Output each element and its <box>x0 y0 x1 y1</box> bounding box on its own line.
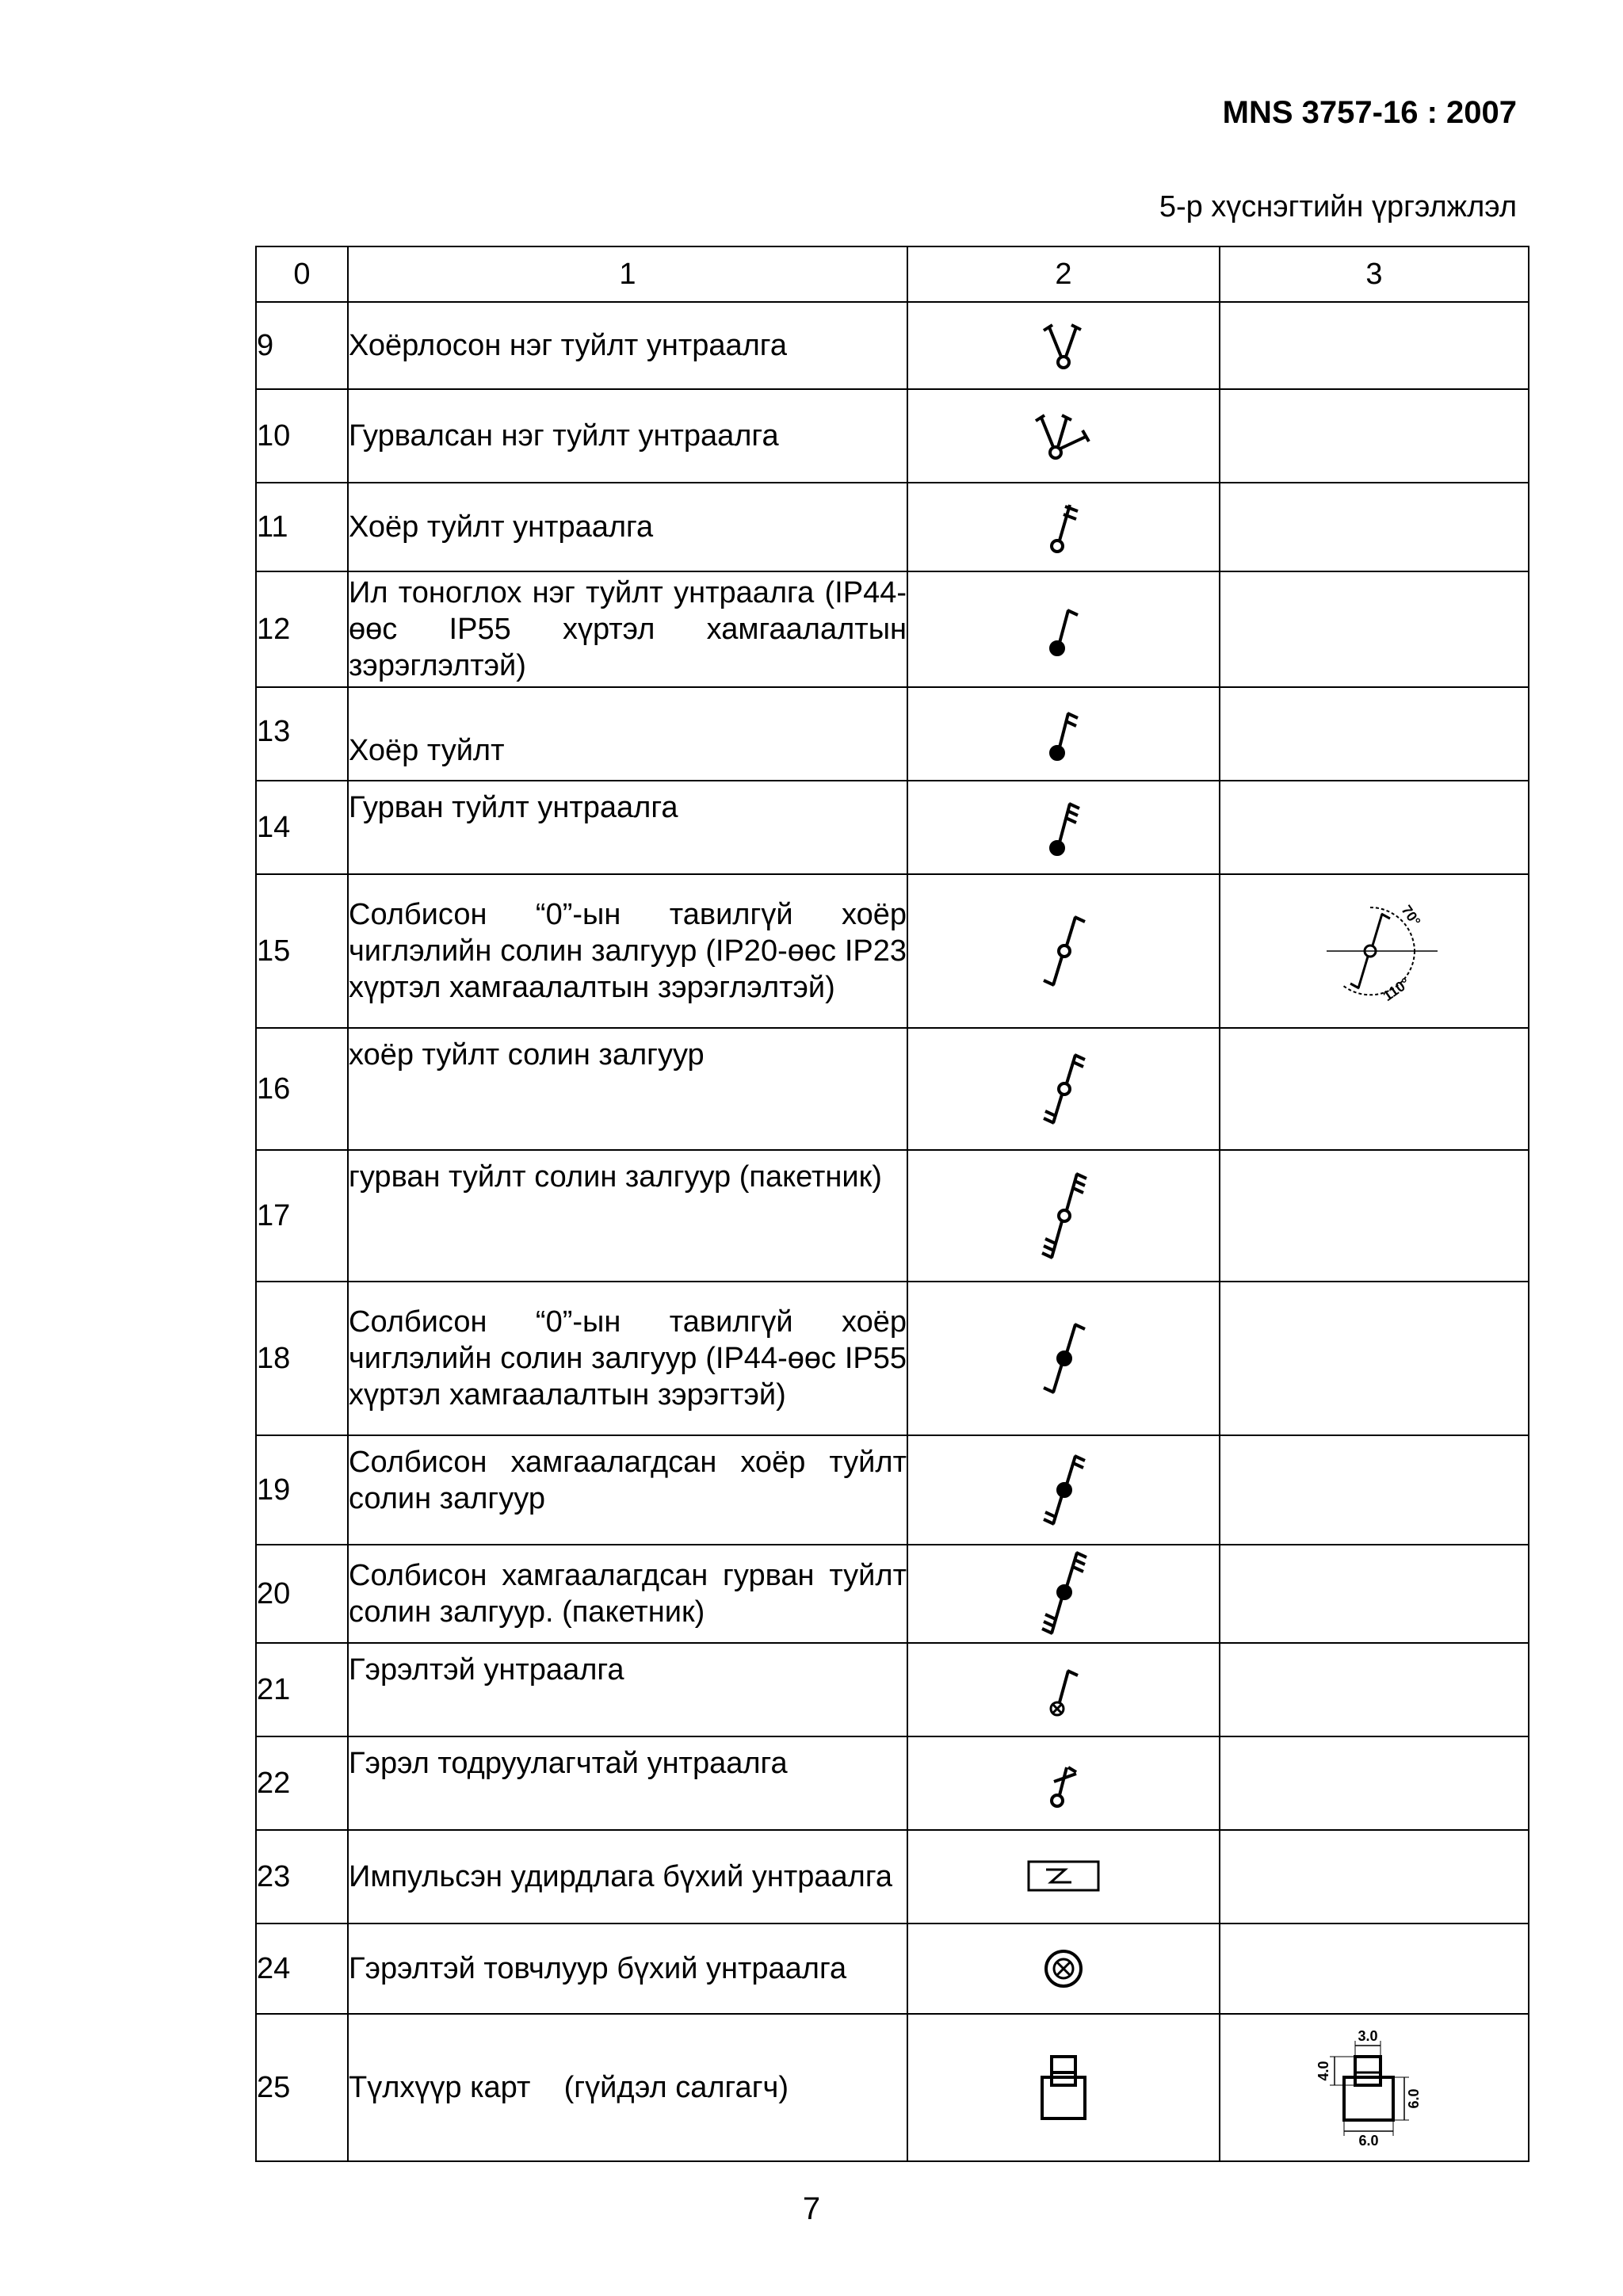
dimension-bottom-label: 6.0 <box>1358 2133 1379 2147</box>
row-description: Гэрэлтэй товчлуур бүхий унтраалга <box>348 1924 907 2014</box>
illuminated-switch-icon <box>1040 1660 1087 1720</box>
row-description: Гэрэлтэй унтраалга <box>348 1643 907 1736</box>
row-description: Солбисон хамгаалагдсан хоёр туйлт солин залгуур <box>348 1435 907 1545</box>
dimension-left-label: 4.0 <box>1316 2061 1331 2081</box>
column-header: 3 <box>1220 246 1529 302</box>
row-number: 14 <box>256 781 348 874</box>
table-header-row <box>256 246 1529 302</box>
table-row <box>256 1150 1529 1282</box>
table-row <box>256 1435 1529 1545</box>
row-description: Солбисон “0”-ын тавилгүй хоёр чиглэлийн солин залгуур (IP44-өөс IP55 хүртэл хамгаалалтын зэрэгтэй) <box>348 1282 907 1435</box>
row-number: 23 <box>256 1830 348 1924</box>
row-description: Солбисон “0”-ын тавилгүй хоёр чиглэлийн солин залгуур (IP20-өөс IP23 хүртэл хамгаалалтын зэрэглэлтэй) <box>348 874 907 1028</box>
table-row <box>256 1830 1529 1924</box>
row-description: Импульсэн удирдлага бүхий унтраалга <box>348 1830 907 1924</box>
surface-mounted-switch-icon <box>1040 599 1087 659</box>
row-number: 17 <box>256 1150 348 1282</box>
three-pole-surface-switch-icon <box>1040 796 1087 859</box>
row-number: 11 <box>256 483 348 571</box>
symbol-table <box>255 246 1529 2162</box>
table-row <box>256 1028 1529 1150</box>
angle-dimension-diagram-icon <box>1295 892 1453 1010</box>
protected-two-way-switch-icon <box>1036 1315 1091 1402</box>
impulse-control-switch-icon <box>1024 1857 1103 1897</box>
dimension-right-label: 6.0 <box>1406 2088 1422 2109</box>
row-number: 22 <box>256 1736 348 1830</box>
row-description: Түлхүүр карт (гүйдэл салгагч) <box>348 2014 907 2161</box>
row-number: 21 <box>256 1643 348 1736</box>
table-row <box>256 874 1529 1028</box>
table-row <box>256 2014 1529 2161</box>
row-description: Гурван туйлт унтраалга <box>348 781 907 874</box>
angle-label-b: 110° <box>1380 974 1413 1005</box>
page-number: 7 <box>802 2191 821 2226</box>
row-description: Хоёрлосон нэг туйлт унтраалга <box>348 302 907 389</box>
table-row <box>256 1924 1529 2014</box>
row-number: 25 <box>256 2014 348 2161</box>
row-number: 18 <box>256 1282 348 1435</box>
row-description: Гэрэл тодруулагчтай унтраалга <box>348 1736 907 1830</box>
table-row <box>256 389 1529 483</box>
angle-label-a: 70° <box>1398 902 1424 930</box>
key-card-dimension-diagram-icon <box>1303 2028 1445 2147</box>
two-pole-surface-switch-icon <box>1040 704 1087 764</box>
row-number: 10 <box>256 389 348 483</box>
two-pole-switch-icon <box>1040 497 1087 557</box>
row-number: 13 <box>256 687 348 781</box>
standard-code: MNS 3757-16 : 2007 <box>1222 95 1517 130</box>
two-pole-changeover-switch-icon <box>1036 1045 1091 1133</box>
row-number: 19 <box>256 1435 348 1545</box>
three-pole-changeover-switch-icon <box>1036 1164 1091 1267</box>
table-continuation-label: 5-р хүснэгтийн үргэлжлэл <box>1159 190 1517 223</box>
table-row <box>256 1282 1529 1435</box>
switch-with-indicator-icon <box>1040 1753 1087 1813</box>
table-row <box>256 483 1529 571</box>
protected-two-pole-changeover-switch-icon <box>1036 1446 1091 1534</box>
illuminated-push-button-icon <box>1040 1945 1087 1992</box>
row-description: Хоёр туйлт <box>348 687 907 781</box>
table-row <box>256 687 1529 781</box>
two-way-changeover-switch-icon <box>1036 907 1091 995</box>
protected-three-pole-changeover-switch-icon <box>1036 1546 1091 1641</box>
column-header: 1 <box>348 246 907 302</box>
double-single-pole-switch-icon <box>1040 318 1087 373</box>
row-number: 24 <box>256 1924 348 2014</box>
row-number: 12 <box>256 571 348 687</box>
row-description: Солбисон хамгаалагдсан гурван туйлт солин залгуур. (пакетник) <box>348 1545 907 1643</box>
row-number: 16 <box>256 1028 348 1150</box>
triple-single-pole-switch-icon <box>1032 408 1095 464</box>
row-description: гурван туйлт солин залгуур (пакетник) <box>348 1150 907 1282</box>
table-row <box>256 781 1529 874</box>
row-number: 15 <box>256 874 348 1028</box>
column-header: 2 <box>907 246 1220 302</box>
table-row <box>256 1643 1529 1736</box>
row-description: Хоёр туйлт унтраалга <box>348 483 907 571</box>
row-number: 20 <box>256 1545 348 1643</box>
row-number: 9 <box>256 302 348 389</box>
table-row <box>256 571 1529 687</box>
column-header: 0 <box>256 246 348 302</box>
dimension-top-label: 3.0 <box>1358 2028 1378 2044</box>
row-description: Ил тоноглох нэг туйлт унтраалга (IP44-өөс IP55 хүртэл хамгаалалтын зэрэглэлтэй) <box>348 571 907 687</box>
table-row <box>256 1545 1529 1643</box>
key-card-switch-icon <box>1036 2052 1091 2123</box>
row-description: Гурвалсан нэг туйлт унтраалга <box>348 389 907 483</box>
table-row <box>256 302 1529 389</box>
table-row <box>256 1736 1529 1830</box>
row-description: хоёр туйлт солин залгуур <box>348 1028 907 1150</box>
